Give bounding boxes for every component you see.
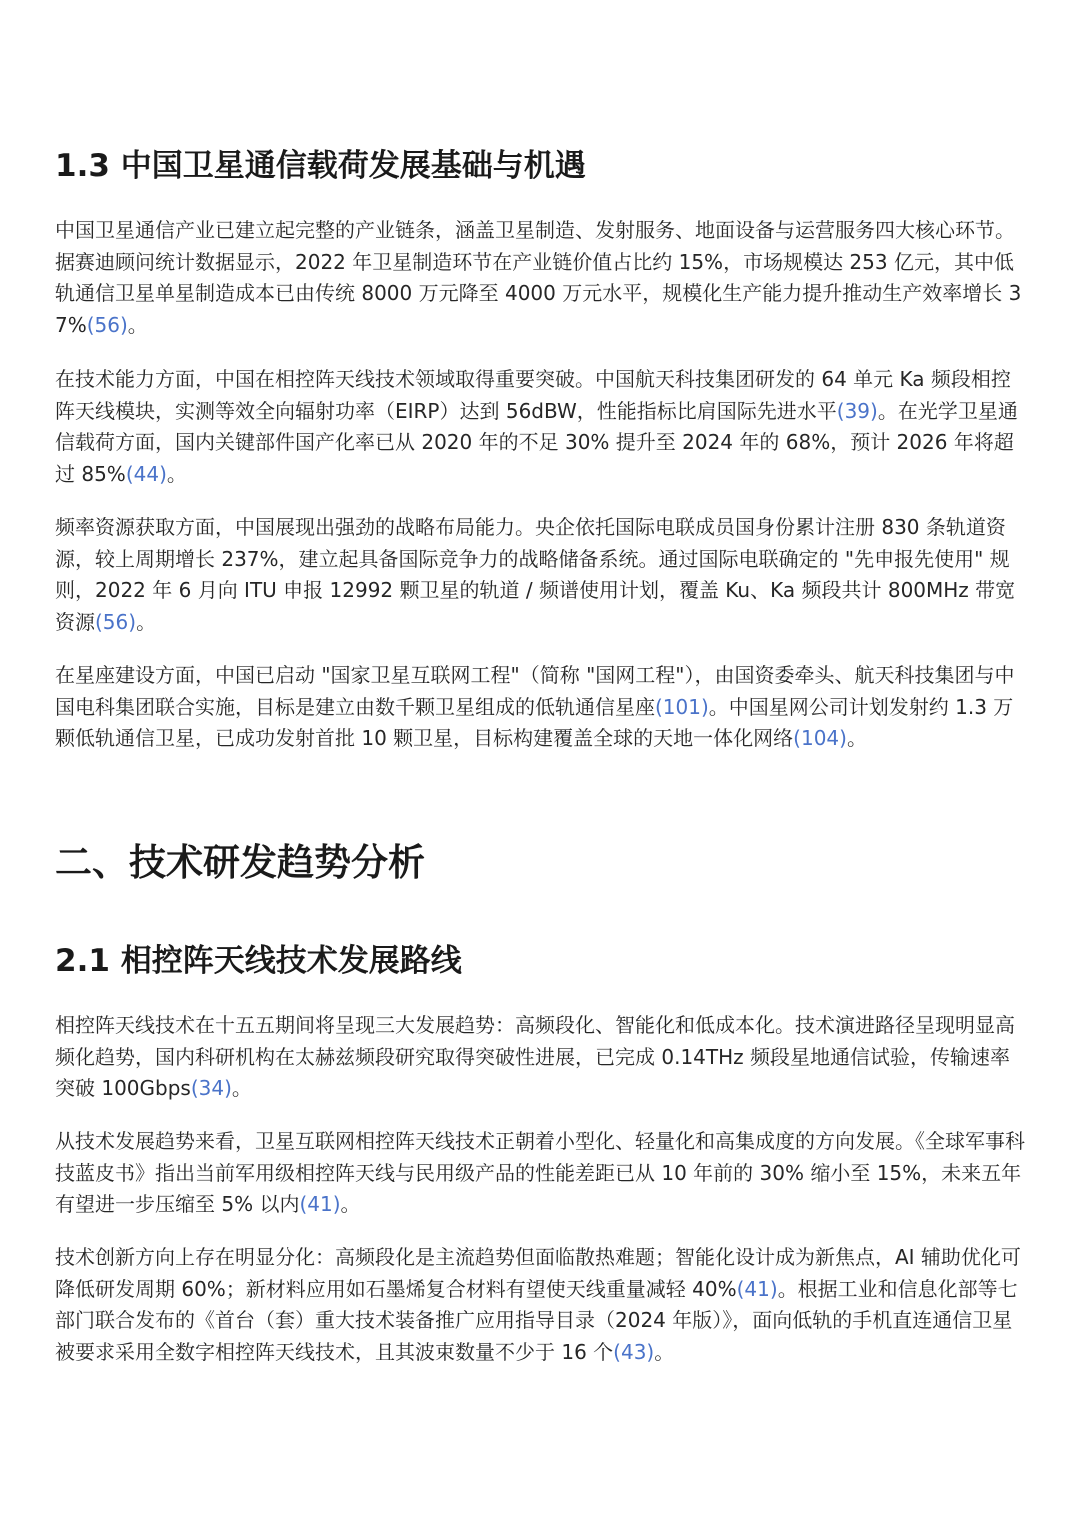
section-1-3-paragraph-2 [55, 364, 1025, 490]
chapter-2-heading: 二、技术研发趋势分析 [55, 841, 425, 884]
section-2-1-paragraph-1 [55, 1010, 1025, 1105]
paragraph-text: 相控阵天线技术在十五五期间将呈现三大发展趋势：高频段化、智能化和低成本化。技术演进路径呈现明显高频化趋势，国内科研机构在太赫兹频段研究取得突破性进展，已完成 0.14THz 频段星地通信试验，传输速率突破 100Gbps [55, 1013, 1015, 1100]
paragraph-text: 。根据工业和信息化部等七部门联合发布的《首台（套）重大技术装备推广应用指导目录（2024 年版）》，面向低轨的手机直连通信卫星被要求采用全数字相控阵天线技术，且其波束数量不少于 16 个 [55, 1276, 1018, 1364]
paragraph-text: 在技术能力方面，中国在相控阵天线技术领域取得重要突破。中国航天科技集团研发的 64 单元 Ka 频段相控阵天线模块，实测等效全向辐射功率（EIRP）达到 56dBW，性能指标比肩国际先进水平 [55, 367, 1011, 423]
paragraph-end: 。 [340, 1192, 361, 1216]
citation-link[interactable]: (101) [655, 694, 709, 719]
citation-link[interactable]: (41) [299, 1192, 341, 1216]
citation-link[interactable]: (43) [613, 1339, 655, 1364]
paragraph-text: 在星座建设方面，中国已启动 "国家卫星互联网工程"（简称 "国网工程"），由国资委牵头、航天科技集团与中国电科集团联合实施，目标是建立由数千颗卫星组成的低轨通信星座 [55, 663, 1015, 719]
paragraph-text: 。在光学卫星通信载荷方面，国内关键部件国产化率已从 2020 年的不足 30% 提升至 2024 年的 68%，预计 2026 年将超过 85% [55, 398, 1018, 486]
paragraph-end: 。 [654, 1339, 675, 1364]
section-1-3-paragraph-3 [55, 512, 1025, 638]
paragraph-end: 。 [231, 1076, 252, 1100]
paragraph-end: 。 [127, 312, 148, 337]
paragraph-end: 。 [846, 726, 867, 750]
citation-link[interactable]: (41) [736, 1276, 778, 1301]
paragraph-end: 。 [136, 609, 157, 634]
citation-link[interactable]: (56) [86, 312, 128, 337]
section-1-3-paragraph-1 [55, 215, 1025, 341]
paragraph-text: 。中国星网公司计划发射约 1.3 万颗低轨通信卫星，已成功发射首批 10 颗卫星，目标构建覆盖全球的天地一体化网络 [55, 694, 1014, 750]
section-2-1-heading: 2.1 相控阵天线技术发展路线 [55, 943, 462, 979]
paragraph-end: 。 [166, 461, 187, 486]
paragraph-text: 中国卫星通信产业已建立起完整的产业链条，涵盖卫星制造、发射服务、地面设备与运营服务四大核心环节。据赛迪顾问统计数据显示，2022 年卫星制造环节在产业链价值占比约 15%，市场规模达 253 亿元，其中低轨通信卫星单星制造成本已由传统 8000 万元降至 4000 万元水平，规模化生产能力提升推动生产效率增长 37% [55, 218, 1022, 337]
paragraph-text: 技术创新方向上存在明显分化：高频段化是主流趋势但面临散热难题；智能化设计成为新焦点，AI 辅助优化可降低研发周期 60%；新材料应用如石墨烯复合材料有望使天线重量减轻 40% [55, 1245, 1021, 1301]
citation-link[interactable]: (104) [793, 726, 847, 750]
citation-link[interactable]: (56) [95, 609, 137, 634]
paragraph-text: 从技术发展趋势来看，卫星互联网相控阵天线技术正朝着小型化、轻量化和高集成度的方向发展。《全球军事科技蓝皮书》指出当前军用级相控阵天线与民用级产品的性能差距已从 10 年前的 30% 缩小至 15%，未来五年有望进一步压缩至 5% 以内 [55, 1129, 1025, 1216]
section-2-1-paragraph-2 [55, 1126, 1025, 1221]
section-2-1-paragraph-3 [55, 1242, 1025, 1368]
citation-link[interactable]: (39) [836, 398, 878, 423]
citation-link[interactable]: (34) [190, 1076, 232, 1100]
citation-link[interactable]: (44) [125, 461, 167, 486]
section-1-3-paragraph-4 [55, 660, 1025, 755]
section-1-3-heading: 1.3 中国卫星通信载荷发展基础与机遇 [55, 148, 586, 184]
paragraph-text: 频率资源获取方面，中国展现出强劲的战略布局能力。央企依托国际电联成员国身份累计注册 830 条轨道资源，较上周期增长 237%，建立起具备国际竞争力的战略储备系统。通过国际电联确定的 "先申报先使用" 规则，2022 年 6 月向 ITU 申报 12992 颗卫星的轨道 / 频谱使用计划，覆盖 Ku、Ka 频段共计 800MHz 带宽资源 [55, 515, 1016, 634]
